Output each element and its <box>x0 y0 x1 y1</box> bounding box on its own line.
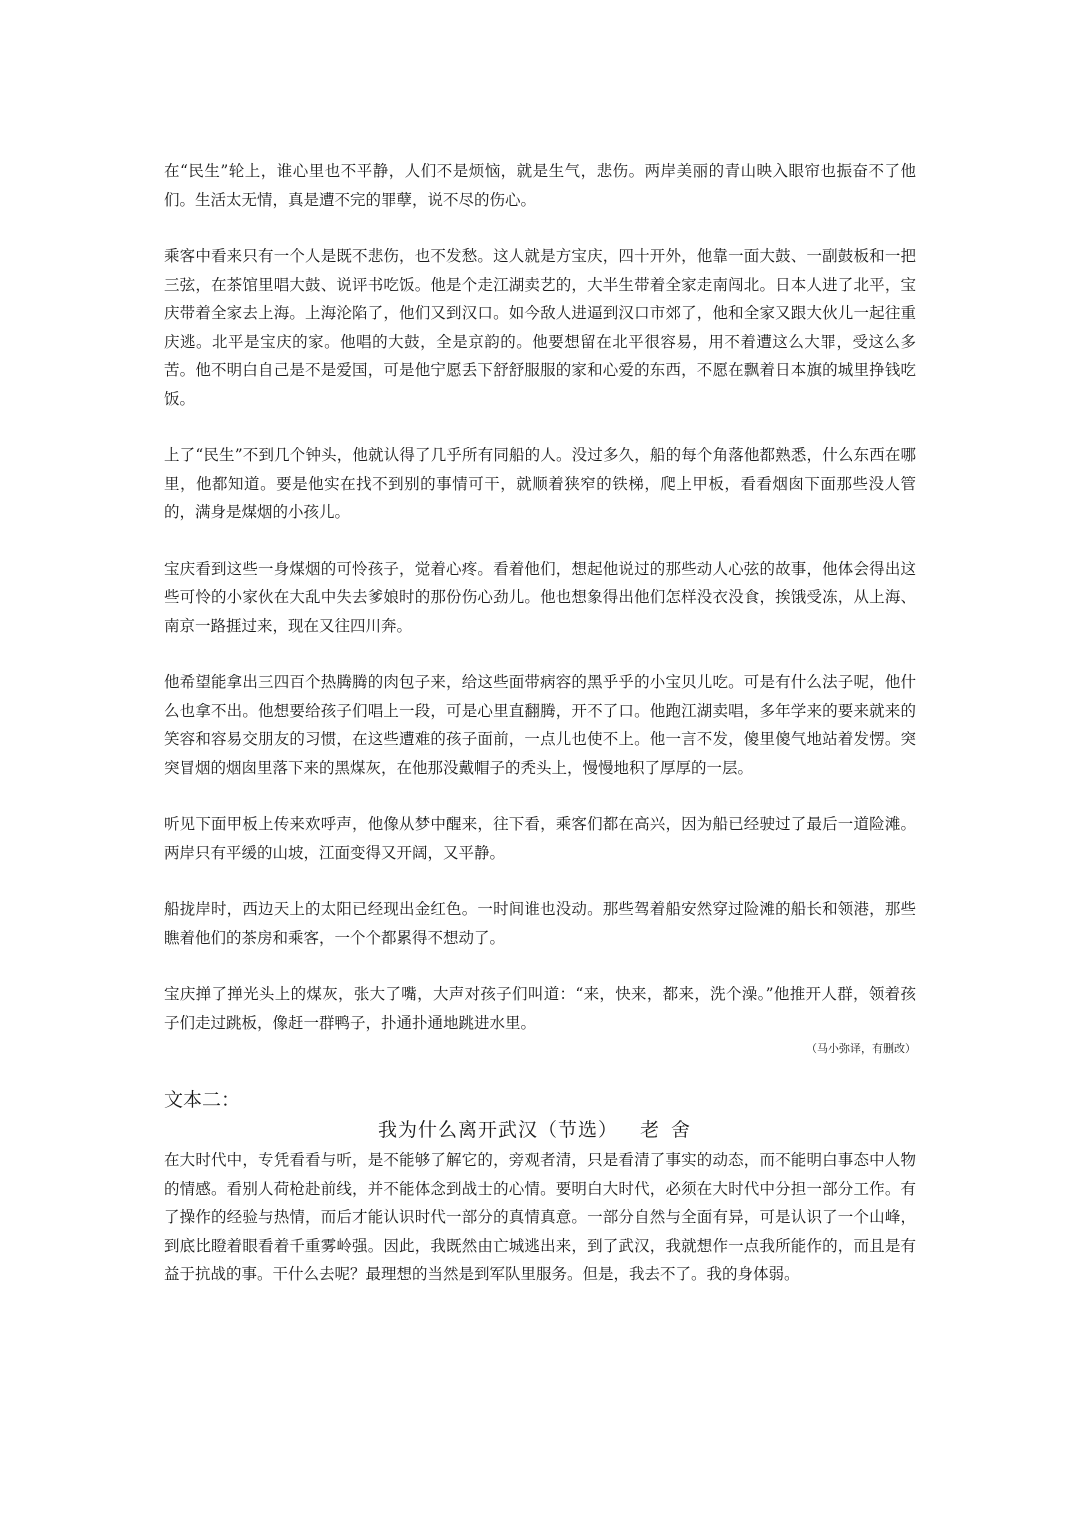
text-two-paragraph: 在大时代中，专凭看看与听，是不能够了解它的，旁观者清，只是看清了事实的动态，而不能明白事态中人物的情感。看别人荷枪赴前线，并不能体念到战士的心情。要明白大时代，必须在大时代中分担一部分工作。有了操作的经验与热情，而后才能认识时代一部分的真情真意。一部分自然与全面有异，可是认识了一个山峰，到底比瞪着眼看着千重雾岭强。因此，我既然由亡城逃出来，到了武汉，我就想作一点我所能作的，而且是有益于抗战的事。干什么去呢？最理想的当然是到军队里服务。但是，我去不了。我的身体弱。 <box>164 1151 916 1283</box>
document-page <box>164 157 916 1317</box>
text-one-paragraph-3: 上了“民生”不到几个钟头，他就认得了几乎所有同船的人。没过多久，船的每个角落他都熟悉，什么东西在哪里，他都知道。要是他实在找不到别的事情可干，就顺着狭窄的铁梯，爬上甲板，看看烟囱下面那些没人管的，满身是煤烟的小孩儿。 <box>164 446 916 521</box>
text-one-paragraph-2: 乘客中看来只有一个人是既不悲伤，也不发愁。这人就是方宝庆，四十开外，他靠一面大鼓、一副鼓板和一把三弦，在茶馆里唱大鼓、说评书吃饭。他是个走江湖卖艺的，大半生带着全家走南闯北。日本人进了北平，宝庆带着全家去上海。上海沦陷了，他们又到汉口。如今敌人进逼到汉口市郊了，他和全家又跟大伙儿一起往重庆逃。北平是宝庆的家。他唱的大鼓，全是京韵的。他要想留在北平很容易，用不着遭这么大罪，受这么多苦。他不明白自己是不是爱国，可是他宁愿丢下舒舒服服的家和心爱的东西，不愿在飘着日本旗的城里挣钱吃饭。 <box>164 247 916 408</box>
text-one-paragraph-5: 他希望能拿出三四百个热腾腾的肉包子来，给这些面带病容的黑乎乎的小宝贝儿吃。可是有什么法子呢，他什么也拿不出。他想要给孩子们唱上一段，可是心里直翻腾，开不了口。他跑江湖卖唱，多年学来的要来就来的笑容和容易交朋友的习惯，在这些遭难的孩子面前，一点儿也使不上。他一言不发，傻里傻气地站着发愣。突突冒烟的烟囱里落下来的黑煤灰，在他那没戴帽子的秃头上，慢慢地积了厚厚的一层。 <box>164 673 916 777</box>
text-two-author: 老舍 <box>640 1119 703 1141</box>
text-one-paragraph-1: 在“民生”轮上，谁心里也不平静，人们不是烦恼，就是生气，悲伤。两岸美丽的青山映入眼帘也振奋不了他们。生活太无情，真是遭不完的罪孽，说不尽的伤心。 <box>164 162 916 209</box>
translator-attribution: （马小弥译，有删改） <box>806 1042 916 1055</box>
text-two-title: 我为什么离开武汉（节选） <box>377 1119 618 1141</box>
text-two-title-line <box>164 1116 916 1144</box>
text-two-label: 文本二： <box>164 1089 241 1111</box>
text-one-paragraph-6: 听见下面甲板上传来欢呼声，他像从梦中醒来，往下看，乘客们都在高兴，因为船已经驶过了最后一道险滩。两岸只有平缓的山坡，江面变得又开阔，又平静。 <box>164 815 916 862</box>
text-one-paragraph-8: 宝庆掸了掸光头上的煤灰，张大了嘴，大声对孩子们叫道：“来，快来，都来，洗个澡。”他推开人群，领着孩子们走过跳板，像赶一群鸭子，扑通扑通地跳进水里。 <box>164 985 916 1032</box>
text-one-paragraph-7: 船拢岸时，西边天上的太阳已经现出金红色。一时间谁也没动。那些驾着船安然穿过险滩的船长和领港，那些瞧着他们的茶房和乘客，一个个都累得不想动了。 <box>164 900 916 947</box>
text-one-paragraph-4: 宝庆看到这些一身煤烟的可怜孩子，觉着心疼。看着他们，想起他说过的那些动人心弦的故事，他体会得出这些可怜的小家伙在大乱中失去爹娘时的那份伤心劲儿。他也想象得出他们怎样没衣没食，挨饿受冻，从上海、南京一路捱过来，现在又往四川奔。 <box>164 559 916 635</box>
